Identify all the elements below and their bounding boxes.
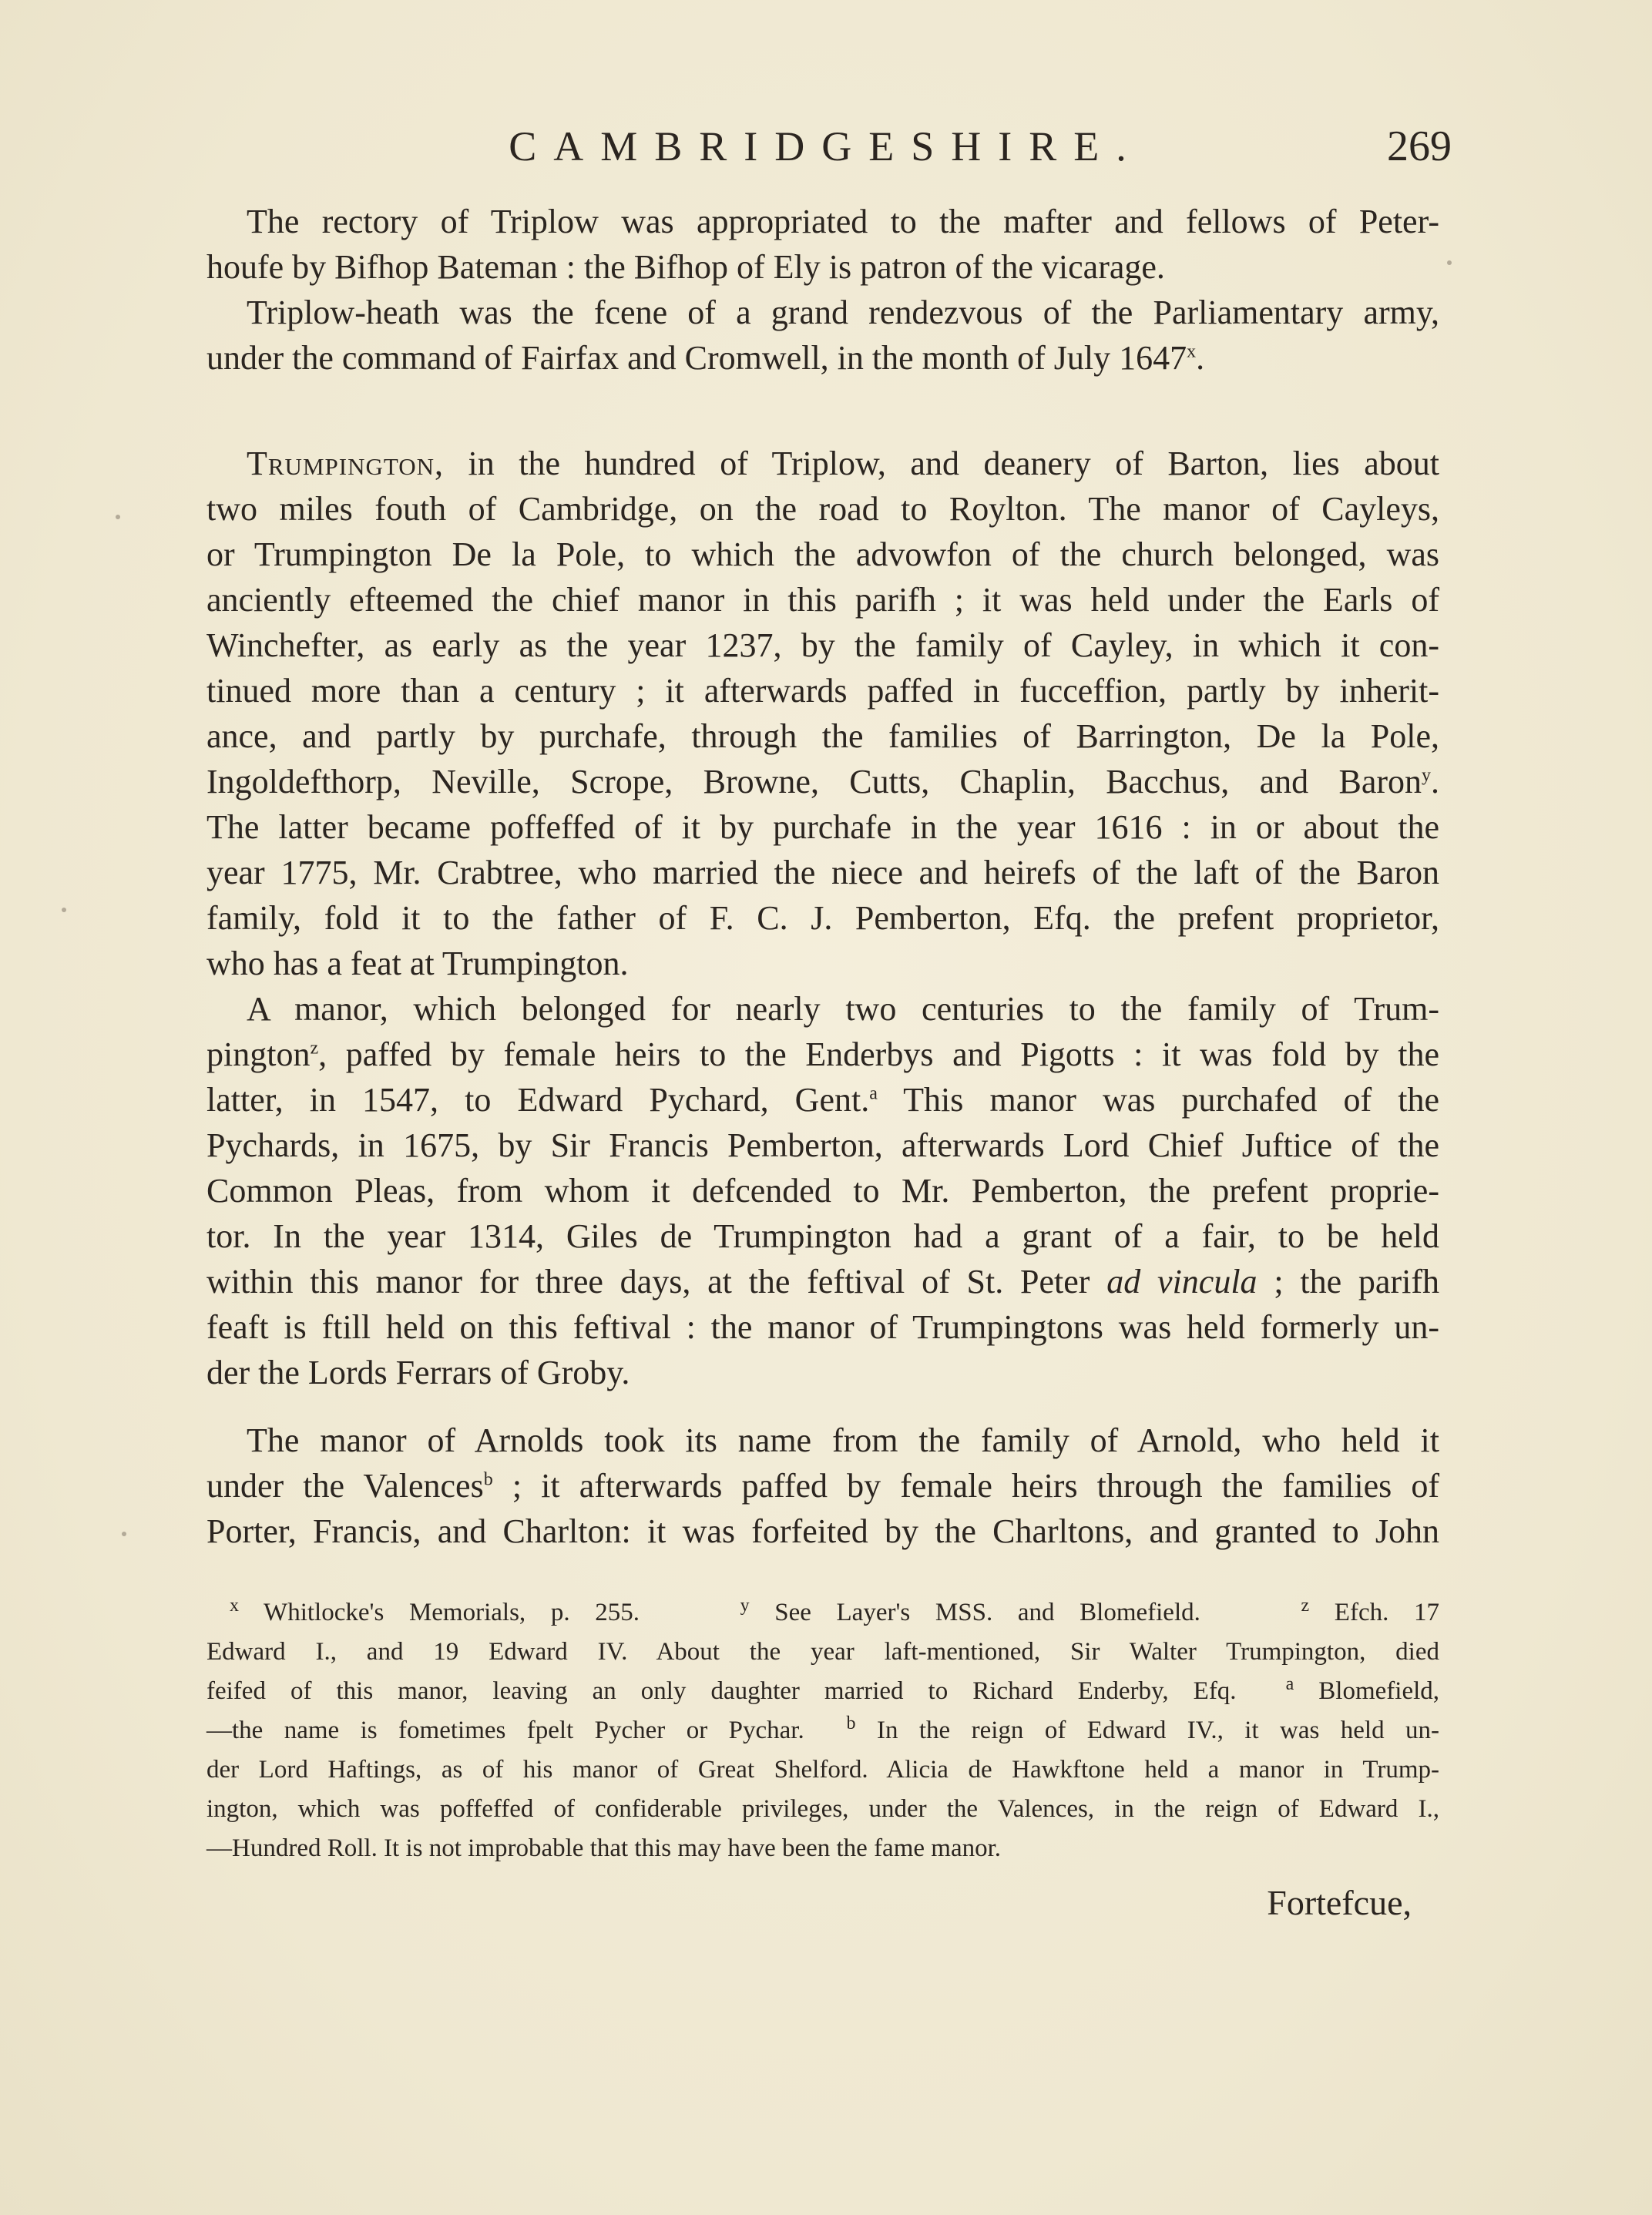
text-line: der the Lords Ferrars of Groby. — [206, 1354, 630, 1391]
text-line: Trumpington, in the hundred of Triplow, and deanery of Barton, lies about — [247, 445, 1439, 482]
page-number: 269 — [1387, 122, 1452, 170]
note-ref: b — [483, 1469, 493, 1490]
footnote-line: Edward I., and 19 Edward IV. About the year laft-mentioned, Sir Walter Trumpington, died — [206, 1638, 1439, 1666]
paper-speck — [116, 515, 120, 519]
paper-speck — [1447, 260, 1452, 265]
opening-paragraphs — [206, 199, 1439, 381]
text-line: latter, in 1547, to Edward Pychard, Gent.$^a$ This manor was purchafed of the — [206, 1081, 1440, 1119]
text-line: within this manor for three days, at the feftival of St. Peter ad vincula ; the parifh — [206, 1263, 1439, 1300]
text-line: houfe by Bifhop Bateman : the Bifhop of Ely is patron of the vicarage. — [206, 248, 1165, 286]
text-line: who has a feat at Trumpington. — [206, 945, 629, 982]
text-line: tor. In the year 1314, Giles de Trumpington had a grant of a fair, to be held — [206, 1217, 1439, 1255]
text-line: Porter, Francis, and Charlton: it was forfeited by the Charltons, and granted to John — [206, 1512, 1439, 1550]
footnote-line: —the name is fometimes fpelt Pycher or Pychar. $^b$ In the reign of Edward IV., it was held un- — [206, 1713, 1439, 1744]
text-line: pington$^z$, paffed by female heirs to the Enderbys and Pigotts : it was fold by the — [206, 1035, 1439, 1073]
text-line: The rectory of Triplow was appropriated to the mafter and fellows of Peter- — [247, 203, 1439, 240]
note-ref: x — [1187, 341, 1197, 362]
text-line: under the Valences$^b$ ; it afterwards paffed by female heirs through the families of — [206, 1467, 1439, 1505]
footnote-line: $^x$ Whitlocke's Memorials, p. 255. $^y$ See Layer's MSS. and Blomefield. $^z$ Efch. 17 — [230, 1596, 1439, 1626]
note-ref: y — [1422, 765, 1431, 786]
text-line: under the command of Fairfax and Cromwell, in the month of July 1647$^x$. — [206, 339, 1205, 377]
footnote-line: —Hundred Roll. It is not improbable that this may have been the fame manor. — [206, 1834, 1002, 1862]
text-line: Triplow-heath was the fcene of a grand rendezvous of the Parliamentary army, — [247, 294, 1439, 331]
text-line: anciently efteemed the chief manor in this parifh ; it was held under the Earls of — [206, 581, 1439, 619]
running-title: CAMBRIDGESHIRE. — [509, 123, 1143, 169]
text-line: Winchefter, as early as the year 1237, by the family of Cayley, in which it con- — [206, 626, 1439, 664]
note-ref: z — [310, 1038, 319, 1059]
note-ref: a — [869, 1083, 878, 1104]
text-line: year 1775, Mr. Crabtree, who married the niece and heirefs of the laft of the Baron — [206, 854, 1439, 891]
paper-speck — [122, 1532, 126, 1536]
text-line: tinued more than a century ; it afterwards paffed in fucceffion, partly by inherit- — [206, 672, 1439, 710]
trumpington-paragraph — [206, 441, 1439, 986]
place-heading: Trumpington, — [247, 445, 444, 482]
text-line: Pychards, in 1675, by Sir Francis Pemberton, afterwards Lord Chief Juftice of the — [206, 1126, 1439, 1164]
text-line: or Trumpington De la Pole, to which the advowfon of the church belonged, was — [206, 535, 1439, 573]
text-line: family, fold it to the father of F. C. J. Pemberton, Efq. the prefent proprietor, — [206, 899, 1439, 937]
arnolds-paragraph — [206, 1418, 1439, 1554]
text-line: The manor of Arnolds took its name from the family of Arnold, who held it — [247, 1421, 1439, 1459]
footnote-line: feifed of this manor, leaving an only daughter married to Richard Enderby, Efq. $^a$ Blomefield, — [206, 1674, 1440, 1705]
text-line: ance, and partly by purchafe, through the families of Barrington, De la Pole, — [206, 717, 1439, 755]
catchword: Fortefcue, — [1267, 1883, 1412, 1922]
text-line: feaft is ftill held on this feftival : the manor of Trumpingtons was held formerly un- — [206, 1308, 1439, 1346]
text-line: two miles fouth of Cambridge, on the road to Roylton. The manor of Cayleys, — [206, 490, 1439, 528]
manor-paragraph — [206, 986, 1439, 1395]
footnote-line: ington, which was poffeffed of confiderable privileges, under the Valences, in the reign of Edward I., — [206, 1795, 1439, 1823]
text-line: A manor, which belonged for nearly two centuries to the family of Trum- — [247, 990, 1439, 1028]
page-header — [0, 116, 1652, 177]
footnote-line: der Lord Haftings, as of his manor of Great Shelford. Alicia de Hawkftone held a manor in Trump- — [206, 1756, 1439, 1784]
text-line: Ingoldefthorp, Neville, Scrope, Browne, Cutts, Chaplin, Bacchus, and Baron$^y$. — [206, 763, 1439, 800]
text-line: The latter became poffeffed of it by purchafe in the year 1616 : in or about the — [206, 808, 1439, 846]
text-line: Common Pleas, from whom it defcended to Mr. Pemberton, the prefent proprie- — [206, 1172, 1439, 1210]
footnotes — [206, 1593, 1439, 1868]
paper-speck — [62, 908, 66, 912]
